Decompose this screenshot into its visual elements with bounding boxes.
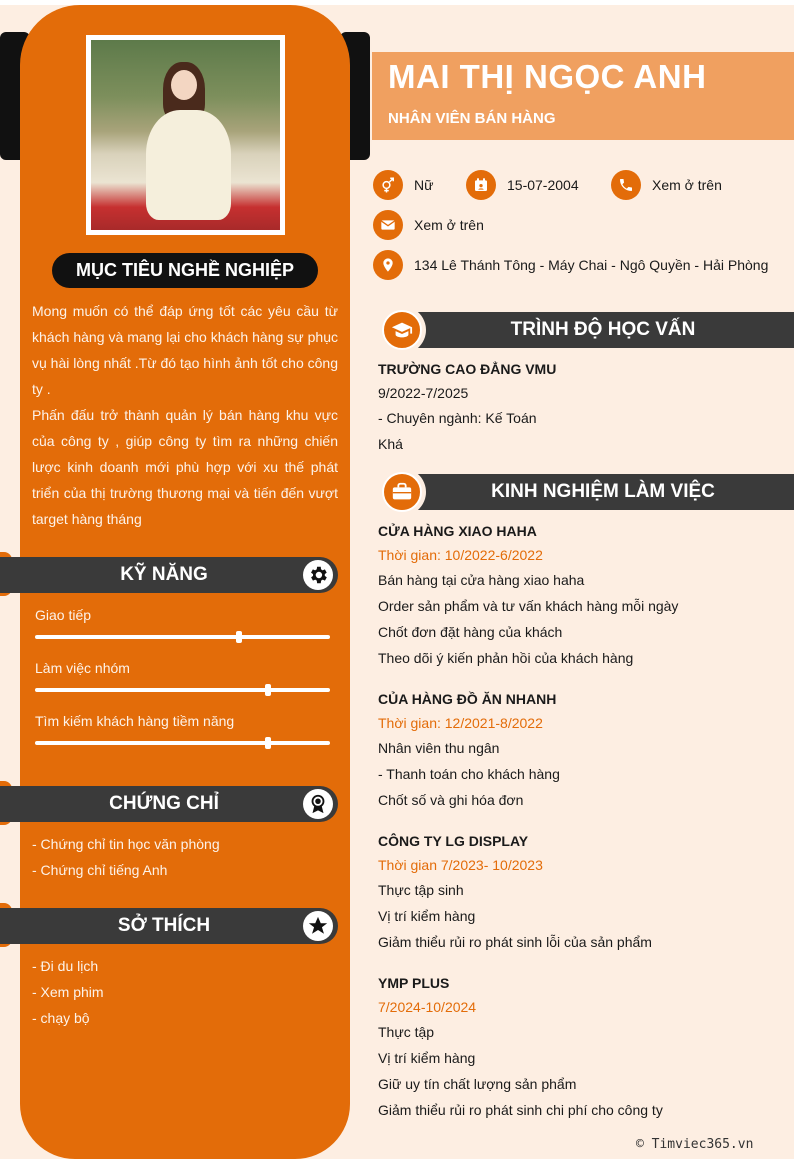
- skill-bar: [35, 741, 330, 745]
- job-line: Giảm thiểu rủi ro phát sinh chi phí cho công ty: [378, 1102, 663, 1118]
- job-line: Thực tập: [378, 1024, 435, 1040]
- star-icon: [303, 911, 333, 941]
- job-company: CÔNG TY LG DISPLAY: [378, 833, 529, 849]
- job-line: Giảm thiểu rủi ro phát sinh lỗi của sản phẩm: [378, 934, 652, 950]
- phone-value: Xem ở trên: [652, 177, 722, 193]
- skill-label: Tìm kiếm khách hàng tiềm năng: [35, 713, 235, 729]
- job-line: Theo dõi ý kiến phản hồi của khách hàng: [378, 650, 634, 666]
- birthday-row: [466, 170, 579, 200]
- job-company: CỦA HÀNG ĐỒ ĂN NHANH: [378, 691, 557, 707]
- job-company: CỬA HÀNG XIAO HAHA: [378, 523, 537, 539]
- skill-knob: [236, 631, 242, 643]
- job-line: Vị trí kiểm hàng: [378, 908, 476, 924]
- location-pin-icon: [373, 250, 403, 280]
- job-line: Order sản phẩm và tư vấn khách hàng mỗi ngày: [378, 598, 679, 614]
- skill-bar: [35, 635, 330, 639]
- objective-text: [32, 298, 338, 532]
- education-header: [392, 312, 794, 348]
- job-line: Giữ uy tín chất lượng sản phẩm: [378, 1076, 577, 1092]
- skill-knob: [265, 737, 271, 749]
- education-grade: Khá: [378, 436, 403, 452]
- objective-paragraph-1: Mong muốn có thể đáp ứng tốt các yêu cầu từ khách hàng và mang lại cho khách hàng sự phục vụ hài lòng nhất .Từ đó tạo hình ảnh tốt cho công ty .: [32, 303, 338, 397]
- gender-row: [373, 170, 433, 200]
- list-item: - Xem phim: [32, 984, 104, 1000]
- graduation-cap-icon: [382, 310, 422, 350]
- objective-title: MỤC TIÊU NGHỀ NGHIỆP: [52, 253, 318, 288]
- job-line: Chốt đơn đặt hàng của khách: [378, 624, 563, 640]
- job-line: Vị trí kiểm hàng: [378, 1050, 476, 1066]
- job-line: Bán hàng tại cửa hàng xiao haha: [378, 572, 585, 588]
- calendar-icon: [466, 170, 496, 200]
- job-line: Nhân viên thu ngân: [378, 740, 500, 756]
- email-value: Xem ở trên: [414, 217, 484, 233]
- job-time: Thời gian: 12/2021-8/2022: [378, 715, 543, 731]
- phone-icon: [611, 170, 641, 200]
- full-name: MAI THỊ NGỌC ANH: [388, 58, 707, 95]
- certificates-header: [0, 786, 338, 822]
- address-row: [373, 250, 768, 280]
- job-line: Thực tập sinh: [378, 882, 464, 898]
- hobbies-title: SỞ THÍCH: [117, 915, 211, 936]
- hobby-list: [32, 953, 104, 1031]
- job-title: NHÂN VIÊN BÁN HÀNG: [388, 110, 556, 127]
- objective-paragraph-2: Phấn đấu trở thành quản lý bán hàng khu vực của công ty , giúp công ty tìm ra những chiến lược kinh doanh mới phù hợp với xu thế phát triển của thị trường thương mại và tiến đến vượt target hàng tháng: [32, 407, 338, 527]
- gender-value: Nữ: [414, 177, 434, 193]
- certificate-list: [32, 831, 220, 883]
- job-time: Thời gian: 10/2022-6/2022: [378, 547, 543, 563]
- experience-header: [392, 474, 794, 510]
- skill-knob: [265, 684, 271, 696]
- list-item: - chạy bộ: [32, 1010, 90, 1026]
- hobbies-header: [0, 908, 338, 944]
- school-name: TRƯỜNG CAO ĐẲNG VMU: [378, 361, 557, 377]
- skills-title: KỸ NĂNG: [120, 564, 208, 585]
- experience-icon-wrap: [378, 468, 426, 516]
- list-item: - Chứng chỉ tin học văn phòng: [32, 836, 220, 852]
- skill-label: Làm việc nhóm: [35, 660, 130, 676]
- list-item: - Chứng chỉ tiếng Anh: [32, 862, 168, 878]
- skill-label: Giao tiếp: [35, 607, 92, 623]
- phone-row: [611, 170, 722, 200]
- job-line: Chốt số và ghi hóa đơn: [378, 792, 524, 808]
- briefcase-icon: [382, 472, 422, 512]
- mail-icon: [373, 210, 403, 240]
- job-time: 7/2024-10/2024: [378, 999, 477, 1015]
- email-row: [373, 210, 484, 240]
- education-period: 9/2022-7/2025: [378, 385, 469, 401]
- job-company: YMP PLUS: [378, 975, 450, 991]
- education-icon-wrap: [378, 306, 426, 354]
- profile-photo: [86, 35, 285, 235]
- address-value: 134 Lê Thánh Tông - Máy Chai - Ngô Quyền - Hải Phòng: [414, 257, 769, 273]
- education-major: - Chuyên ngành: Kế Toán: [378, 410, 537, 426]
- job-line: - Thanh toán cho khách hàng: [378, 766, 560, 782]
- gender-icon: [373, 170, 403, 200]
- education-title: TRÌNH ĐỘ HỌC VẤN: [510, 319, 696, 340]
- experience-title: KINH NGHIỆM LÀM VIỆC: [491, 481, 715, 502]
- gear-icon: [303, 560, 333, 590]
- job-time: Thời gian 7/2023- 10/2023: [378, 857, 543, 873]
- list-item: - Đi du lịch: [32, 958, 99, 974]
- certificates-title: CHỨNG CHỈ: [109, 793, 219, 814]
- skill-bar: [35, 688, 330, 692]
- skills-header: [0, 557, 338, 593]
- award-icon: [303, 789, 333, 819]
- birthday-value: 15-07-2004: [507, 177, 579, 193]
- watermark: © Timviec365.vn: [636, 1137, 754, 1152]
